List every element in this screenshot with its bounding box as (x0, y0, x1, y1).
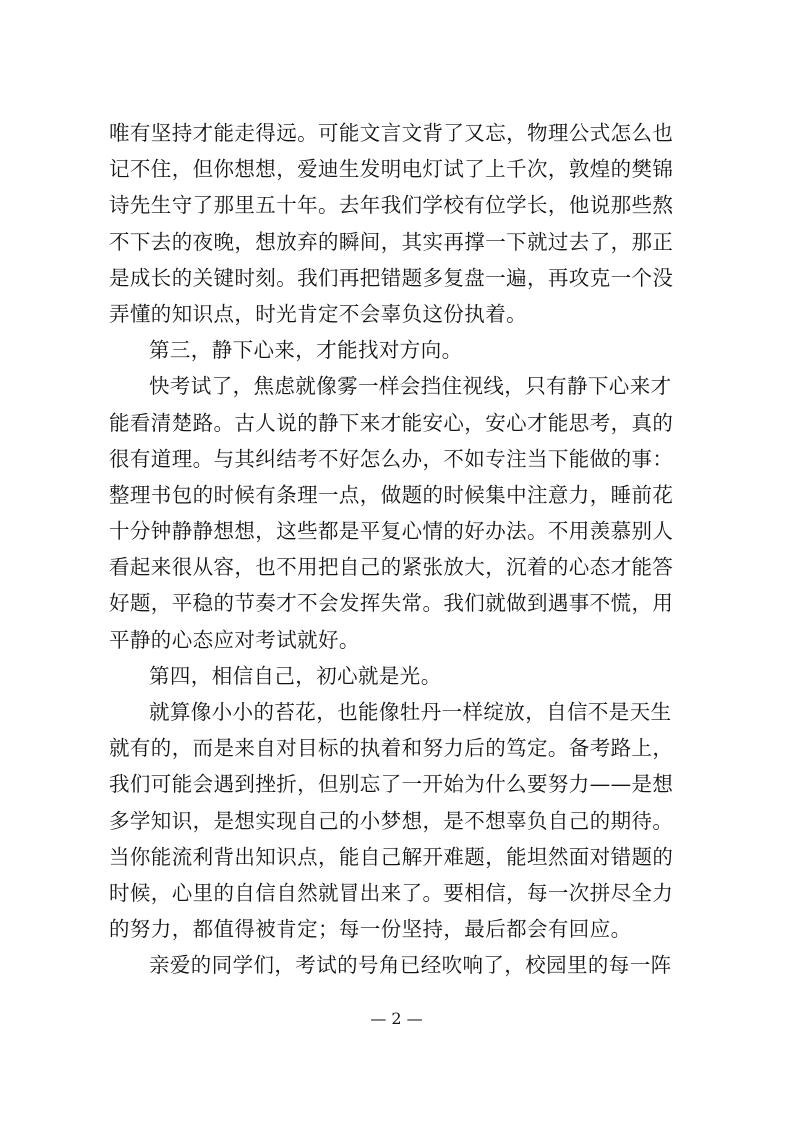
text-line: 弄懂的知识点，时光肯定不会辜负这份执着。 (109, 301, 527, 326)
text-line: 的努力，都值得被肯定；每一份坚持，最后都会有回应。 (109, 917, 632, 942)
text-line: 看起来很从容，也不用把自己的紧张放大，沉着的心态才能答 (109, 555, 674, 580)
text-line: 整理书包的时候有条理一点，做题的时候集中注意力，睡前花 (109, 482, 674, 507)
text-line: 我们可能会遇到挫折，但别忘了一开始为什么要努力——是想 (109, 772, 674, 797)
text-line: 快考试了，焦虑就像雾一样会挡住视线，只有静下心来才 (149, 374, 672, 399)
text-line: 是成长的关键时刻。我们再把错题多复盘一遍，再攻克一个没 (109, 265, 674, 290)
text-line: 能看清楚路。古人说的静下来才能安心，安心才能思考，真的 (109, 410, 674, 435)
text-line: 亲爱的同学们，考试的号角已经吹响了，校园里的每一阵 (149, 953, 672, 978)
text-line: 就算像小小的苔花，也能像牡丹一样绽放，自信不是天生 (149, 700, 672, 724)
text-line: 好题，平稳的节奏才不会发挥失常。我们就做到遇事不慌，用 (109, 591, 674, 616)
text-line: 当你能流利背出知识点，能自己解开难题，能坦然面对错题的 (109, 844, 674, 869)
body-text (109, 115, 699, 984)
text-line: 多学知识，是想实现自己的小梦想，是不想辜负自己的期待。 (109, 808, 674, 833)
text-line: 就有的，而是来自对目标的执着和努力后的笃定。备考路上， (109, 736, 674, 761)
page-number: — 2 — (370, 1009, 423, 1028)
text-line: 唯有坚持才能走得远。可能文言文背了又忘，物理公式怎么也 (109, 121, 674, 145)
section-heading: 第四，相信自己，初心就是光。 (149, 663, 442, 688)
text-line: 很有道理。与其纠结考不好怎么办，不如专注当下能做的事： (109, 446, 674, 471)
text-line: 平静的心态应对考试就好。 (109, 627, 360, 652)
text-line: 十分钟静静想想，这些都是平复心情的好办法。不用羡慕别人 (109, 519, 674, 544)
text-line: 诗先生守了那里五十年。去年我们学校有位学长，他说那些熬 (109, 193, 674, 218)
text-line: 时候，心里的自信自然就冒出来了。要相信，每一次拼尽全力 (109, 880, 674, 905)
text-line: 不下去的夜晚，想放弃的瞬间，其实再撑一下就过去了，那正 (109, 229, 674, 254)
text-line: 记不住，但你想想，爱迪生发明电灯试了上千次，敦煌的樊锦 (109, 157, 674, 182)
section-heading: 第三，静下心来，才能找对方向。 (149, 338, 463, 363)
